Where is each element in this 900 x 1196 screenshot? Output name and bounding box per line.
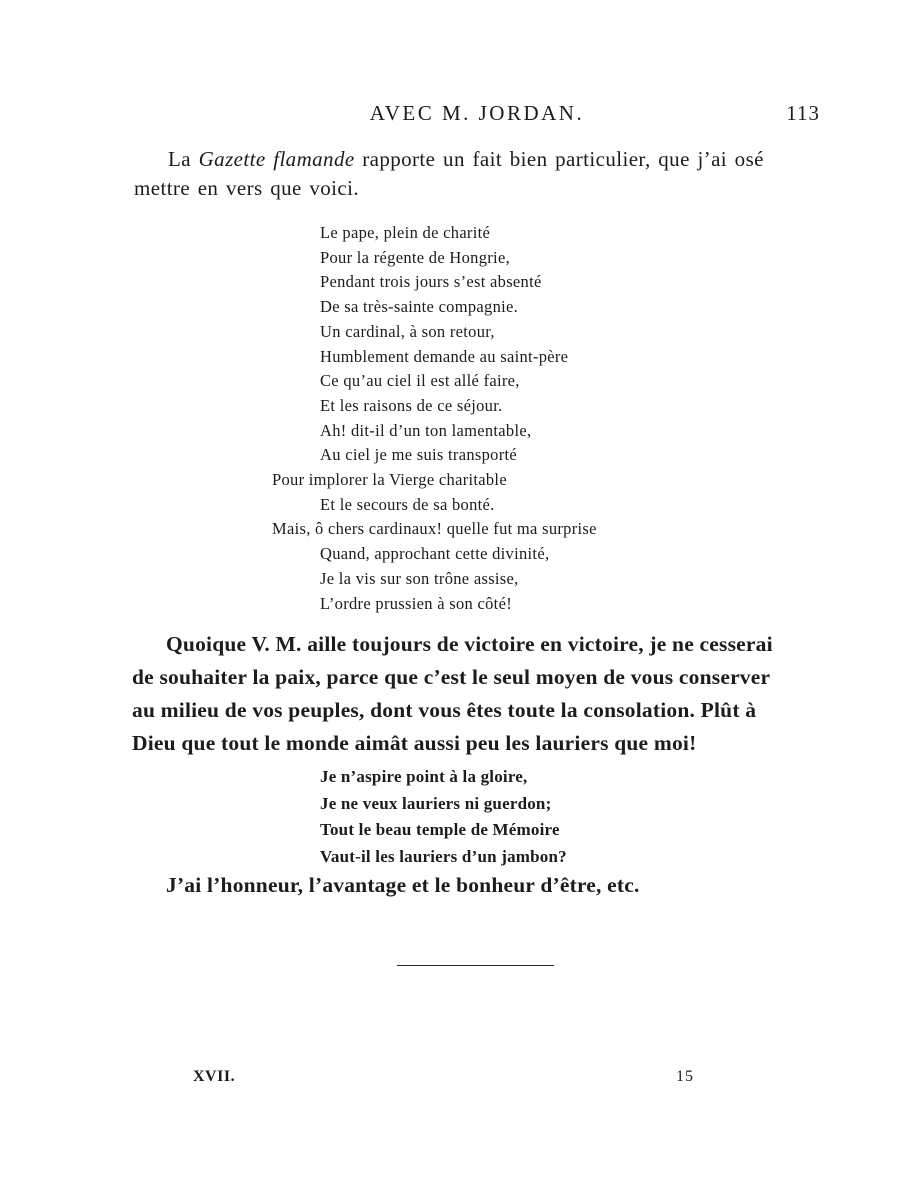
intro-after: rapporte un fait bien particulier, que j’ai osé <box>354 147 764 171</box>
verse-line: Au ciel je me suis transporté <box>320 445 518 465</box>
intro-paragraph <box>134 145 824 203</box>
paragraph-line: Dieu que tout le monde aimât aussi peu les lauriers que moi! <box>132 731 697 755</box>
intro-line-2: mettre en vers que voici. <box>134 176 360 200</box>
verse-line: Humblement demande au saint-père <box>320 346 569 366</box>
verse-line: Et le secours de sa bonté. <box>320 494 495 514</box>
verse-line: Pour implorer la Vierge charitable <box>272 470 507 490</box>
poem-stanza-2 <box>320 764 567 870</box>
running-head <box>134 101 820 131</box>
verse-line: L’ordre prussien à son côté! <box>320 593 512 613</box>
verse-line: Vaut-il les lauriers d’un jambon? <box>320 846 567 866</box>
poem-stanza-1 <box>272 221 597 616</box>
verse-line: Je ne veux lauriers ni guerdon; <box>320 793 552 813</box>
intro-before: La <box>168 147 199 171</box>
verse-line: Quand, approchant cette divinité, <box>320 544 550 564</box>
signature-mark: XVII. <box>193 1068 236 1085</box>
verse-line: Je la vis sur son trône assise, <box>320 568 519 588</box>
paragraph-line: de souhaiter la paix, parce que c’est le seul moyen de vous conserver <box>132 665 771 689</box>
section-divider <box>397 965 554 966</box>
verse-line: Pour la régente de Hongrie, <box>320 247 510 267</box>
verse-line: Je n’aspire point à la gloire, <box>320 767 528 786</box>
verse-line: Tout le beau temple de Mémoire <box>320 820 560 839</box>
verse-line: Et les raisons de ce séjour. <box>320 395 503 415</box>
page-number: 113 <box>786 101 820 125</box>
paragraph-line: Quoique V. M. aille toujours de victoire en victoire, je ne cesserai <box>166 632 773 656</box>
verse-line: Pendant trois jours s’est absenté <box>320 272 542 292</box>
verse-line: Le pape, plein de charité <box>320 223 491 242</box>
verse-line: Ah! dit-il d’un ton lamentable, <box>320 420 532 440</box>
paragraph-line: au milieu de vos peuples, dont vous êtes toute la consolation. Plût à <box>132 698 757 722</box>
verse-line: Un cardinal, à son retour, <box>320 321 495 341</box>
intro-line-1 <box>134 147 764 171</box>
verse-line: De sa très-sainte compagnie. <box>320 297 519 317</box>
body-paragraph <box>132 628 822 760</box>
intro-italic-title: Gazette flamande <box>198 147 355 171</box>
closing-line: J’ai l’honneur, l’avantage et le bonheur d’être, etc. <box>166 873 640 897</box>
verse-line: Ce qu’au ciel il est allé faire, <box>320 371 520 391</box>
sheet-number: 15 <box>676 1068 694 1085</box>
running-title: AVEC M. JORDAN. <box>369 101 585 125</box>
verse-line: Mais, ô chers cardinaux! quelle fut ma surprise <box>272 519 597 539</box>
